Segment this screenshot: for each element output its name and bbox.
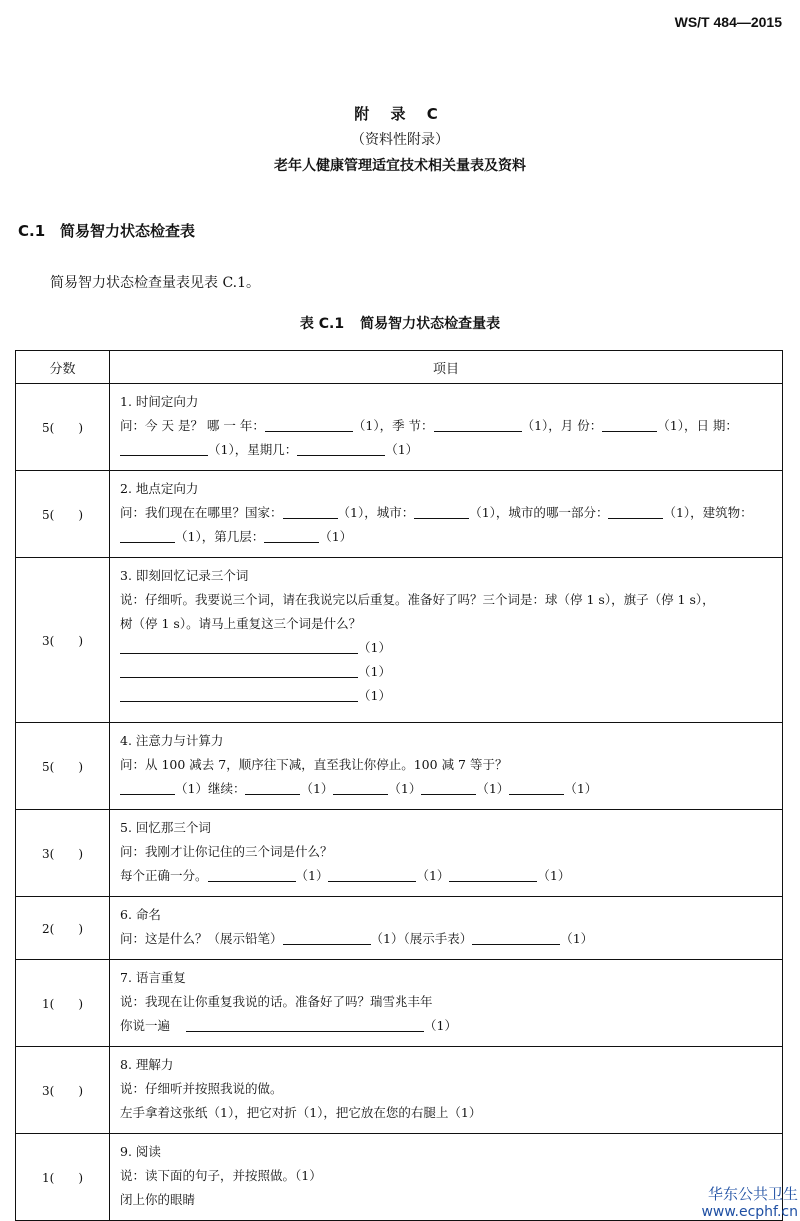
item-line [120,636,772,660]
item-line [120,414,772,438]
item-title: 6. 命名 [120,907,161,922]
answer-blank[interactable] [602,417,657,432]
table-row [16,960,783,1047]
score-cell[interactable]: 2( ) [16,897,110,960]
prompt-text: 问：这是什么？（展示铅笔） [120,931,283,946]
table-row [16,558,783,723]
answer-blank[interactable] [208,867,296,882]
answer-blank[interactable] [608,504,663,519]
table-row [16,1047,783,1134]
header-item: 项目 [110,351,783,384]
points-text: （1） [560,931,594,946]
table-caption [0,313,800,333]
table-row [16,471,783,558]
appendix-subtitle: （资料性附录） [351,132,449,148]
section-number: C.1 [18,222,46,240]
answer-blank[interactable] [421,780,476,795]
answer-blank[interactable] [472,930,560,945]
mmse-table [15,350,783,1221]
score-cell[interactable]: 5( ) [16,384,110,471]
points-text: （1） [295,868,329,883]
watermark-name: 华东公共卫生 [707,1185,798,1203]
item-line: 左手拿着这张纸（1），把它对折（1），把它放在您的右腿上（1） [120,1105,482,1120]
score-cell[interactable]: 1( ) [16,1134,110,1221]
score-cell[interactable]: 3( ) [16,810,110,897]
item-cell [110,1047,783,1134]
watermark-url: www.ecphf.cn [701,1204,798,1220]
item-cell [110,384,783,471]
answer-blank[interactable] [120,639,358,654]
answer-blank[interactable] [283,930,371,945]
item-cell [110,897,783,960]
score-cell[interactable]: 3( ) [16,558,110,723]
item-line [120,1014,772,1038]
item-line [120,684,772,708]
item-cell [110,1134,783,1221]
answer-blank[interactable] [186,1017,424,1032]
item-line [120,777,772,801]
item-title: 1. 时间定向力 [120,394,199,409]
answer-blank[interactable] [120,441,208,456]
points-text: （1） [319,529,353,544]
appendix-heading: 老年人健康管理适宜技术相关量表及资料 [274,158,526,174]
table-row [16,897,783,960]
item-title: 5. 回忆那三个词 [120,820,211,835]
points-text: （1）继续： [175,781,246,796]
section-title: 简易智力状态检查表 [60,222,196,240]
item-line: 树（停 1 s）。请马上重复这三个词是什么？ [120,616,362,631]
item-line: 说：我现在让你重复我说的话。准备好了吗？瑞雪兆丰年 [120,994,433,1009]
table-row [16,723,783,810]
points-text: （1），城市： [337,505,415,520]
answer-blank[interactable] [120,780,175,795]
answer-blank[interactable] [449,867,537,882]
watermark [701,1183,798,1220]
score-cell[interactable]: 1( ) [16,960,110,1047]
item-line [120,525,772,549]
item-line: 说：仔细听并按照我说的做。 [120,1081,283,1096]
item-title: 4. 注意力与计算力 [120,733,224,748]
points-text: （1） [358,640,391,655]
table-header-row [16,351,783,384]
prompt-text: 问：今 天 是？ 哪 一 年： [120,418,265,433]
item-line [120,864,772,888]
points-text: （1） [476,781,510,796]
points-text: （1），第几层： [175,529,265,544]
table-caption-title: 简易智力状态检查量表 [360,316,501,332]
score-cell[interactable]: 5( ) [16,723,110,810]
answer-blank[interactable] [265,417,353,432]
points-text: （1） [564,781,598,796]
header-score: 分数 [16,351,110,384]
answer-blank[interactable] [120,663,358,678]
item-line [120,438,772,462]
item-cell [110,960,783,1047]
answer-blank[interactable] [434,417,522,432]
table-row [16,384,783,471]
points-text: （1） [358,664,391,679]
answer-blank[interactable] [297,441,385,456]
item-cell [110,723,783,810]
item-title: 8. 理解力 [120,1057,174,1072]
table-row [16,810,783,897]
answer-blank[interactable] [328,867,416,882]
answer-blank[interactable] [245,780,300,795]
item-line: 说：读下面的句子，并按照做。（1） [120,1168,322,1183]
points-text: （1） [537,868,571,883]
item-line: 问：从 100 减去 7，顺序往下减，直至我让你停止。100 减 7 等于？ [120,757,508,772]
item-line [120,501,772,525]
item-line: 问：我刚才让你记住的三个词是什么？ [120,844,333,859]
answer-blank[interactable] [283,504,338,519]
prompt-text: 你说一遍 [120,1018,171,1033]
prompt-text: 问：我们现在在哪里？国家： [120,505,283,520]
score-cell[interactable]: 5( ) [16,471,110,558]
item-line: 闭上你的眼睛 [120,1192,196,1207]
score-cell[interactable]: 3( ) [16,1047,110,1134]
item-line [120,927,772,951]
points-text: （1），建筑物： [663,505,753,520]
points-text: （1） [388,781,422,796]
item-line: 说：仔细听。我要说三个词，请在我说完以后重复。准备好了吗？三个词是：球（停 1 s），旗子（停 1 s）， [120,592,715,607]
table-row [16,1134,783,1221]
points-text: （1），星期几： [208,442,298,457]
points-text: （1），季 节： [352,418,434,433]
answer-blank[interactable] [414,504,469,519]
answer-blank[interactable] [120,687,358,702]
standard-code: WS/T 484—2015 [674,14,782,30]
item-cell [110,810,783,897]
item-title: 2. 地点定向力 [120,481,199,496]
points-text: （1） [424,1018,457,1033]
table-caption-number: 表 C.1 [299,316,345,332]
points-text: （1） [385,442,419,457]
points-text: （1） [300,781,334,796]
points-text: （1） [358,688,391,703]
item-cell [110,471,783,558]
item-title: 3. 即刻回忆记录三个词 [120,568,249,583]
points-text: （1），月 份： [521,418,603,433]
appendix-title: 附 录 C [354,105,446,123]
answer-blank[interactable] [333,780,388,795]
answer-blank[interactable] [120,528,175,543]
item-title: 9. 阅读 [120,1144,161,1159]
item-line [120,660,772,684]
section-intro: 简易智力状态检查量表见表 C.1。 [50,275,261,291]
answer-blank[interactable] [264,528,319,543]
item-cell [110,558,783,723]
prompt-text: 每个正确一分。 [120,868,208,883]
points-text: （1）（展示手表） [370,931,473,946]
points-text: （1），城市的哪一部分： [469,505,609,520]
points-text: （1） [416,868,450,883]
answer-blank[interactable] [509,780,564,795]
points-text: （1），日 期： [657,418,738,433]
item-title: 7. 语言重复 [120,970,186,985]
section-heading [18,220,195,241]
